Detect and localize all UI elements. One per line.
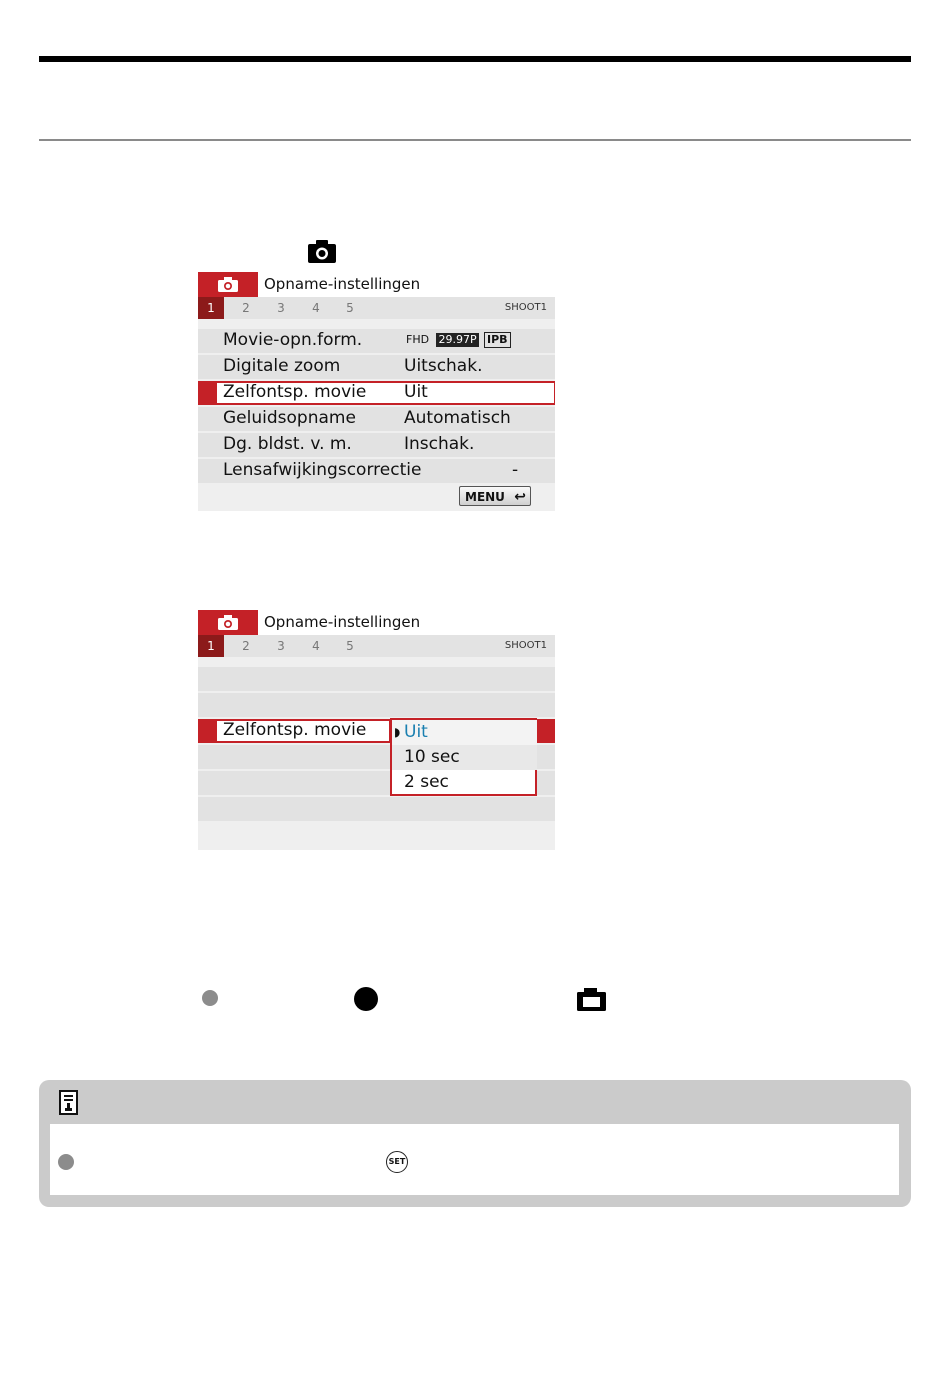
menu-row-lens-correction[interactable] <box>198 459 555 483</box>
menu-header <box>198 272 555 297</box>
row-label: Zelfontsp. movie <box>223 382 367 402</box>
page-tabs <box>198 297 555 319</box>
row-label: Movie-opn.form. <box>223 330 363 350</box>
menu-screen-main <box>198 272 555 511</box>
framerate-badge: 29.97P <box>438 333 477 346</box>
tab-code: SHOOT1 <box>504 302 547 313</box>
tab-1[interactable]: 1 <box>198 635 224 657</box>
note-icon <box>58 1090 80 1116</box>
menu-row-empty <box>198 693 555 717</box>
option-label: 2 sec <box>404 772 449 792</box>
shoot-tab[interactable] <box>198 610 258 635</box>
row-label: Dg. bldst. v. m. <box>223 434 352 454</box>
bullet-dot-icon <box>58 1154 74 1170</box>
tab-3[interactable]: 3 <box>277 301 285 315</box>
row-label: Digitale zoom <box>223 356 341 376</box>
self-timer-options <box>390 718 537 796</box>
option-2-sec[interactable] <box>392 770 537 795</box>
black-dot-icon <box>354 987 378 1011</box>
menu-header <box>198 610 555 635</box>
section-rule <box>39 139 911 141</box>
row-value: Uit <box>404 382 428 402</box>
menu-screen-options <box>198 610 555 850</box>
tab-2[interactable]: 2 <box>242 639 250 653</box>
tab-4[interactable]: 4 <box>312 639 320 653</box>
menu-row-self-timer[interactable] <box>198 381 555 405</box>
shoot-tab[interactable] <box>198 272 258 297</box>
tab-1[interactable]: 1 <box>198 297 224 319</box>
menu-row-display[interactable] <box>198 433 555 457</box>
note-box <box>39 1080 911 1207</box>
menu-row-movie-format[interactable] <box>198 329 555 353</box>
menu-row-sound[interactable] <box>198 407 555 431</box>
set-button-icon: SET <box>386 1151 408 1173</box>
menu-row-digital-zoom[interactable] <box>198 355 555 379</box>
fhd-badge: FHD <box>406 333 430 346</box>
option-10-sec[interactable] <box>392 745 537 770</box>
option-label: 10 sec <box>404 747 460 767</box>
menu-row-empty <box>198 797 555 821</box>
option-off[interactable] <box>392 720 537 745</box>
option-label: Uit <box>404 722 428 742</box>
menu-button-label: MENU <box>465 490 505 504</box>
tab-4[interactable]: 4 <box>312 301 320 315</box>
selected-marker-icon: ◗ <box>394 725 401 739</box>
menu-title: Opname-instellingen <box>264 613 421 631</box>
note-content <box>50 1124 899 1195</box>
page-tabs <box>198 635 555 657</box>
row-value: Uitschak. <box>404 356 483 376</box>
row-value <box>404 330 511 350</box>
menu-title: Opname-instellingen <box>264 275 421 293</box>
tab-5[interactable]: 5 <box>346 301 354 315</box>
compression-badge: IPB <box>484 332 511 348</box>
camera-icon <box>217 276 239 293</box>
menu-row-empty <box>198 667 555 691</box>
tab-5[interactable]: 5 <box>346 639 354 653</box>
tab-2[interactable]: 2 <box>242 301 250 315</box>
row-value: Inschak. <box>404 434 475 454</box>
row-value: Automatisch <box>404 408 511 428</box>
row-label: Lensafwijkingscorrectie <box>223 460 422 480</box>
camera-body-icon <box>576 987 607 1012</box>
tab-3[interactable]: 3 <box>277 639 285 653</box>
row-value: - <box>512 460 519 480</box>
camera-icon <box>217 614 239 631</box>
menu-back-button[interactable] <box>459 486 531 506</box>
row-label: Geluidsopname <box>223 408 356 428</box>
top-rule <box>39 56 911 62</box>
camera-icon <box>306 238 338 264</box>
bullet-dot-icon <box>202 990 218 1006</box>
return-arrow-icon: ↩ <box>514 489 526 505</box>
tab-code: SHOOT1 <box>504 640 547 651</box>
row-label: Zelfontsp. movie <box>223 720 367 740</box>
